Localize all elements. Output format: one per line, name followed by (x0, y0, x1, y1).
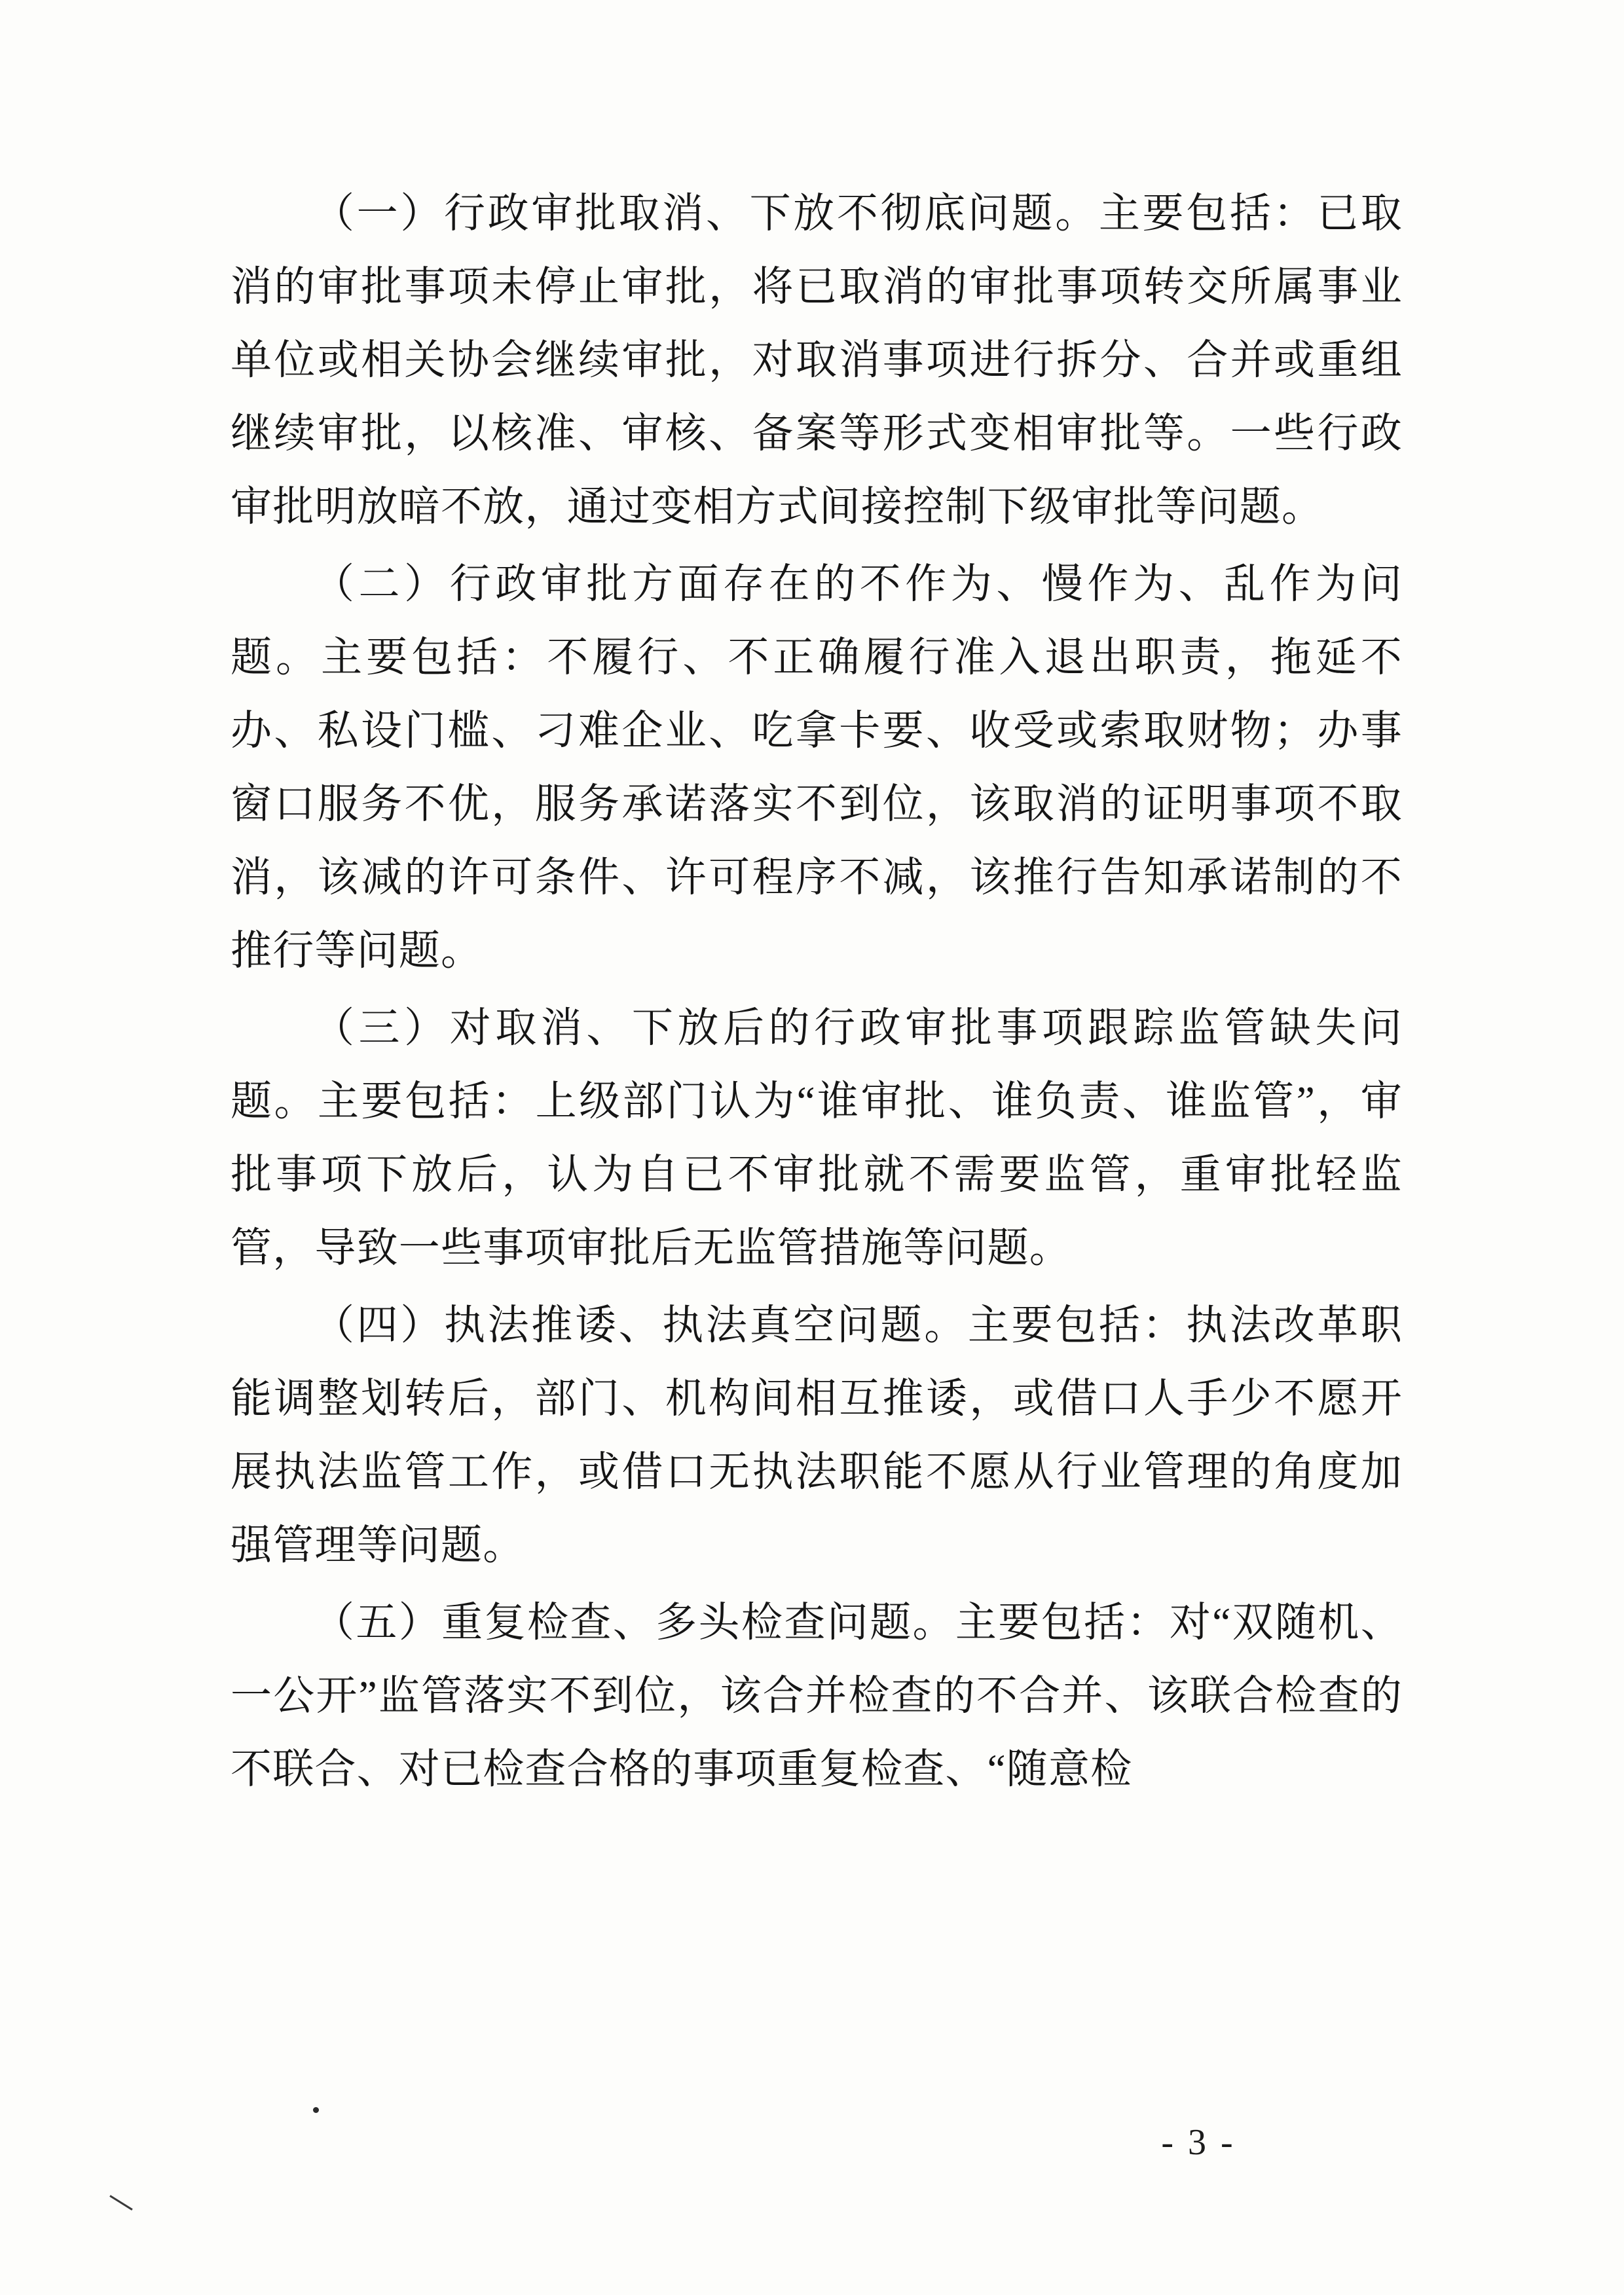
paragraph-5: （五）重复检查、多头检查问题。主要包括：对“双随机、一公开”监管落实不到位，该合并检查的不合并、该联合检查的不联合、对已检查合格的事项重复检查、“随意检 (231, 1600, 1403, 1792)
document-body (231, 177, 1403, 1810)
stray-dot-mark (313, 2107, 319, 2113)
stray-tick-mark (109, 2195, 133, 2211)
paragraph-1: （一）行政审批取消、下放不彻底问题。主要包括：已取消的审批事项未停止审批，将已取消的审批事项转交所属事业单位或相关协会继续审批，对取消事项进行拆分、合并或重组继续审批，以核准、审核、备案等形式变相审批等。一些行政审批明放暗不放，通过变相方式间接控制下级审批等问题。 (231, 191, 1403, 530)
paragraph-3: （三）对取消、下放后的行政审批事项跟踪监管缺失问题。主要包括：上级部门认为“谁审批、谁负责、谁监管”，审批事项下放后，认为自已不审批就不需要监管，重审批轻监管，导致一些事项审批后无监管措施等问题。 (231, 1005, 1403, 1271)
page-number (0, 2121, 1624, 2163)
paragraph-2: （二）行政审批方面存在的不作为、慢作为、乱作为问题。主要包括：不履行、不正确履行准入退出职责，拖延不办、私设门槛、刁难企业、吃拿卡要、收受或索取财物；办事窗口服务不优，服务承诺落实不到位，该取消的证明事项不取消，该减的许可条件、许可程序不减，该推行告知承诺制的不推行等问题。 (231, 561, 1403, 974)
page-number-text: - 3 - (1161, 2122, 1236, 2163)
paragraph-4: （四）执法推诿、执法真空问题。主要包括：执法改革职能调整划转后，部门、机构间相互推诿，或借口人手少不愿开展执法监管工作，或借口无执法职能不愿从行业管理的角度加强管理等问题。 (231, 1302, 1403, 1568)
